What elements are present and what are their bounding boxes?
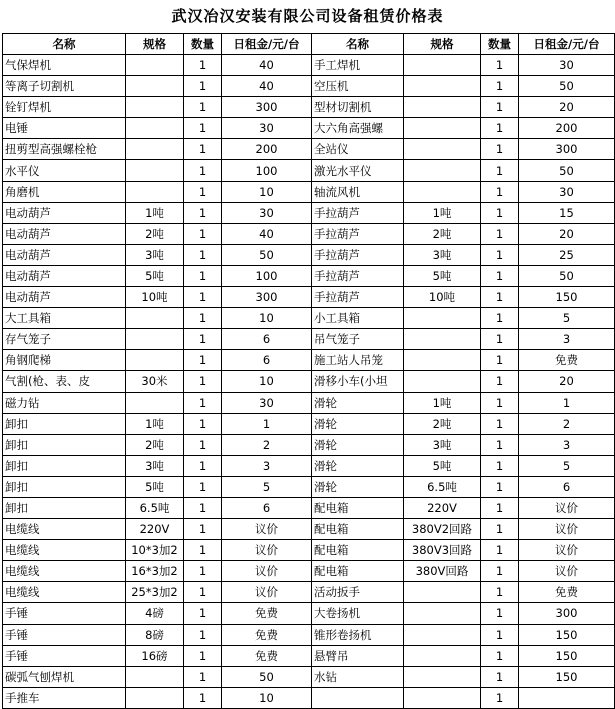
cell-qty-left: 1 [184,519,222,540]
cell-qty-left: 1 [184,582,222,603]
cell-rent-right: 15 [519,202,615,223]
cell-rent-left: 10 [222,308,312,329]
cell-spec-right: 3吨 [404,434,481,455]
cell-qty-left: 1 [184,434,222,455]
cell-qty-left: 1 [184,476,222,497]
cell-name-left: 电动葫芦 [3,223,126,244]
cell-name-left: 卸扣 [3,434,126,455]
table-row [3,497,615,518]
cell-name-right: 滑轮 [312,455,404,476]
cell-qty-left: 1 [184,350,222,371]
cell-name-right: 施工站人吊笼 [312,350,404,371]
cell-name-left: 水平仪 [3,160,126,181]
cell-spec-right: 2吨 [404,223,481,244]
cell-rent-left: 6 [222,329,312,350]
cell-spec-left [126,308,184,329]
cell-spec-right [404,624,481,645]
cell-rent-left: 议价 [222,540,312,561]
cell-qty-left: 1 [184,265,222,286]
cell-spec-right: 380V2回路 [404,519,481,540]
cell-qty-right: 1 [481,329,519,350]
cell-name-right: 全站仪 [312,139,404,160]
cell-qty-right: 1 [481,202,519,223]
cell-spec-left: 3吨 [126,455,184,476]
cell-qty-right: 1 [481,476,519,497]
cell-spec-left: 25*3加2 [126,582,184,603]
cell-qty-left: 1 [184,540,222,561]
cell-qty-right: 1 [481,76,519,97]
cell-rent-right: 30 [519,55,615,76]
cell-spec-left: 10*3加2 [126,540,184,561]
cell-spec-left: 2吨 [126,223,184,244]
cell-name-left: 电动葫芦 [3,244,126,265]
cell-rent-right: 50 [519,76,615,97]
cell-rent-right: 5 [519,308,615,329]
cell-qty-left: 1 [184,202,222,223]
cell-qty-left: 1 [184,287,222,308]
cell-qty-left: 1 [184,160,222,181]
cell-qty-left: 1 [184,55,222,76]
cell-rent-left: 免费 [222,624,312,645]
cell-qty-right: 1 [481,455,519,476]
cell-rent-left: 200 [222,139,312,160]
cell-name-right: 配电箱 [312,519,404,540]
cell-spec-right [404,371,481,392]
table-row [3,160,615,181]
cell-rent-left: 6 [222,497,312,518]
cell-rent-right: 50 [519,265,615,286]
cell-rent-right: 5 [519,455,615,476]
cell-spec-right: 1吨 [404,202,481,223]
cell-name-right [312,687,404,708]
cell-rent-right: 议价 [519,540,615,561]
cell-spec-right [404,645,481,666]
cell-rent-right: 议价 [519,497,615,518]
cell-spec-left: 2吨 [126,434,184,455]
cell-name-right: 大卷扬机 [312,603,404,624]
cell-name-right: 手拉葫芦 [312,287,404,308]
cell-spec-left: 5吨 [126,476,184,497]
cell-name-right: 悬臂吊 [312,645,404,666]
cell-spec-right [404,350,481,371]
header-spec-left: 规格 [126,34,184,55]
header-rent-right: 日租金/元/台 [519,34,615,55]
cell-name-left: 电缆线 [3,540,126,561]
table-row [3,434,615,455]
cell-qty-left: 1 [184,603,222,624]
cell-qty-left: 1 [184,561,222,582]
table-row [3,666,615,687]
cell-spec-left [126,118,184,139]
cell-qty-right: 1 [481,561,519,582]
cell-spec-right [404,666,481,687]
cell-name-right: 锥形卷扬机 [312,624,404,645]
cell-qty-right: 1 [481,308,519,329]
cell-qty-left: 1 [184,392,222,413]
cell-rent-left: 议价 [222,519,312,540]
cell-rent-left: 6 [222,350,312,371]
price-table [2,33,615,709]
cell-qty-right: 1 [481,413,519,434]
cell-qty-right: 1 [481,687,519,708]
cell-spec-left: 30米 [126,371,184,392]
cell-rent-left: 300 [222,287,312,308]
cell-rent-left: 5 [222,476,312,497]
cell-rent-left: 免费 [222,645,312,666]
cell-qty-right: 1 [481,223,519,244]
cell-spec-left [126,97,184,118]
cell-qty-left: 1 [184,139,222,160]
cell-rent-right: 免费 [519,350,615,371]
cell-rent-right: 300 [519,139,615,160]
cell-rent-left: 40 [222,55,312,76]
cell-qty-right: 1 [481,497,519,518]
cell-qty-right: 1 [481,519,519,540]
cell-rent-right: 20 [519,97,615,118]
cell-qty-left: 1 [184,97,222,118]
header-name-left: 名称 [3,34,126,55]
cell-qty-right: 1 [481,434,519,455]
cell-rent-right: 150 [519,287,615,308]
cell-name-right: 手拉葫芦 [312,244,404,265]
cell-qty-left: 1 [184,371,222,392]
table-row [3,561,615,582]
cell-spec-right [404,181,481,202]
cell-name-right: 滑轮 [312,413,404,434]
cell-spec-left [126,139,184,160]
table-row [3,308,615,329]
cell-name-left: 电动葫芦 [3,287,126,308]
cell-name-left: 大工具箱 [3,308,126,329]
cell-qty-left: 1 [184,308,222,329]
cell-name-left: 电缆线 [3,561,126,582]
cell-rent-left: 40 [222,76,312,97]
cell-qty-right: 1 [481,139,519,160]
cell-qty-right: 1 [481,350,519,371]
cell-qty-left: 1 [184,76,222,97]
cell-name-left: 存气笼子 [3,329,126,350]
table-row [3,97,615,118]
table-row [3,413,615,434]
cell-rent-right: 3 [519,329,615,350]
cell-spec-right: 6.5吨 [404,476,481,497]
cell-spec-left [126,666,184,687]
cell-spec-right [404,329,481,350]
cell-rent-left: 免费 [222,603,312,624]
table-row [3,476,615,497]
cell-rent-right: 2 [519,413,615,434]
cell-qty-right: 1 [481,287,519,308]
cell-rent-right: 20 [519,223,615,244]
table-row [3,287,615,308]
cell-name-left: 角钢爬梯 [3,350,126,371]
table-row [3,519,615,540]
cell-spec-left [126,687,184,708]
cell-name-left: 电动葫芦 [3,265,126,286]
cell-spec-right: 10吨 [404,287,481,308]
cell-qty-left: 1 [184,624,222,645]
cell-qty-left: 1 [184,181,222,202]
cell-name-left: 卸扣 [3,497,126,518]
cell-name-right: 空压机 [312,76,404,97]
cell-name-left: 手锤 [3,603,126,624]
cell-name-right: 滑移小车(小坦 [312,371,404,392]
cell-rent-right: 1 [519,392,615,413]
table-row [3,687,615,708]
cell-qty-right: 1 [481,55,519,76]
cell-qty-right: 1 [481,181,519,202]
cell-qty-right: 1 [481,540,519,561]
cell-qty-left: 1 [184,329,222,350]
cell-name-right: 手拉葫芦 [312,202,404,223]
cell-rent-left: 10 [222,687,312,708]
cell-spec-right: 1吨 [404,392,481,413]
cell-qty-right: 1 [481,371,519,392]
cell-qty-left: 1 [184,244,222,265]
cell-rent-right: 30 [519,181,615,202]
cell-rent-right: 20 [519,371,615,392]
cell-qty-left: 1 [184,666,222,687]
cell-rent-right: 3 [519,434,615,455]
cell-qty-left: 1 [184,223,222,244]
cell-rent-right: 300 [519,603,615,624]
cell-spec-left: 3吨 [126,244,184,265]
cell-spec-left: 4磅 [126,603,184,624]
cell-spec-right [404,76,481,97]
cell-spec-right [404,139,481,160]
table-row [3,624,615,645]
cell-qty-left: 1 [184,413,222,434]
cell-qty-right: 1 [481,666,519,687]
cell-spec-left [126,392,184,413]
cell-name-left: 磁力钻 [3,392,126,413]
cell-rent-right: 200 [519,118,615,139]
cell-spec-right [404,582,481,603]
cell-name-right: 活动扳手 [312,582,404,603]
cell-spec-left [126,160,184,181]
cell-name-left: 碳弧气刨焊机 [3,666,126,687]
cell-spec-left: 1吨 [126,413,184,434]
cell-qty-right: 1 [481,265,519,286]
table-row [3,582,615,603]
cell-qty-right: 1 [481,392,519,413]
header-name-right: 名称 [312,34,404,55]
cell-spec-left: 16*3加2 [126,561,184,582]
cell-rent-right: 议价 [519,561,615,582]
cell-name-left: 角磨机 [3,181,126,202]
cell-name-right: 吊气笼子 [312,329,404,350]
cell-name-right: 手拉葫芦 [312,265,404,286]
cell-qty-right: 1 [481,244,519,265]
cell-name-right: 激光水平仪 [312,160,404,181]
cell-name-left: 电锤 [3,118,126,139]
cell-rent-left: 30 [222,392,312,413]
cell-spec-left [126,329,184,350]
table-body [3,55,615,709]
cell-qty-left: 1 [184,118,222,139]
cell-qty-left: 1 [184,497,222,518]
cell-name-right: 配电箱 [312,540,404,561]
cell-rent-left: 3 [222,455,312,476]
cell-spec-right [404,308,481,329]
cell-spec-right: 380V回路 [404,561,481,582]
table-row [3,371,615,392]
sheet-title: 武汉冶汉安装有限公司设备租赁价格表 [171,7,444,25]
cell-name-left: 等离子切割机 [3,76,126,97]
table-row [3,350,615,371]
cell-name-left: 电缆线 [3,582,126,603]
cell-spec-left: 1吨 [126,202,184,223]
cell-spec-right [404,160,481,181]
cell-rent-left: 50 [222,244,312,265]
cell-name-left: 铨钉焊机 [3,97,126,118]
cell-name-left: 卸扣 [3,476,126,497]
cell-rent-left: 30 [222,118,312,139]
cell-rent-left: 10 [222,181,312,202]
cell-name-right: 手工焊机 [312,55,404,76]
cell-spec-right: 220V [404,497,481,518]
cell-rent-left: 议价 [222,582,312,603]
cell-rent-right: 免费 [519,582,615,603]
table-row [3,55,615,76]
cell-rent-left: 40 [222,223,312,244]
cell-spec-right [404,603,481,624]
cell-qty-left: 1 [184,645,222,666]
cell-qty-right: 1 [481,97,519,118]
cell-rent-left: 2 [222,434,312,455]
table-row [3,455,615,476]
cell-qty-left: 1 [184,455,222,476]
table-row [3,181,615,202]
cell-spec-left [126,76,184,97]
cell-spec-right [404,687,481,708]
table-row [3,392,615,413]
cell-spec-left [126,181,184,202]
cell-spec-right [404,97,481,118]
cell-name-right: 滑轮 [312,434,404,455]
cell-name-left: 电缆线 [3,519,126,540]
cell-spec-right: 380V3回路 [404,540,481,561]
cell-spec-left [126,55,184,76]
table-row [3,139,615,160]
cell-name-right: 配电箱 [312,561,404,582]
cell-qty-right: 1 [481,603,519,624]
cell-spec-right [404,118,481,139]
cell-rent-right: 议价 [519,519,615,540]
header-spec-right: 规格 [404,34,481,55]
table-row [3,76,615,97]
cell-rent-left: 100 [222,160,312,181]
cell-spec-right [404,55,481,76]
header-qty-right: 数量 [481,34,519,55]
cell-qty-left: 1 [184,687,222,708]
table-row [3,645,615,666]
cell-spec-left: 8磅 [126,624,184,645]
cell-name-right: 滑轮 [312,392,404,413]
cell-spec-left: 6.5吨 [126,497,184,518]
cell-name-left: 手锤 [3,624,126,645]
cell-rent-right [519,687,615,708]
cell-spec-right: 3吨 [404,244,481,265]
cell-spec-right: 2吨 [404,413,481,434]
cell-qty-right: 1 [481,624,519,645]
cell-spec-right: 5吨 [404,455,481,476]
cell-name-right: 水钻 [312,666,404,687]
cell-qty-right: 1 [481,582,519,603]
cell-name-right: 轴流风机 [312,181,404,202]
table-row [3,244,615,265]
cell-qty-right: 1 [481,160,519,181]
cell-rent-right: 150 [519,666,615,687]
cell-rent-left: 300 [222,97,312,118]
table-row [3,202,615,223]
cell-name-left: 手锤 [3,645,126,666]
cell-name-left: 卸扣 [3,413,126,434]
cell-name-left: 气保焊机 [3,55,126,76]
cell-name-left: 卸扣 [3,455,126,476]
table-row [3,223,615,244]
cell-qty-right: 1 [481,645,519,666]
cell-name-right: 手拉葫芦 [312,223,404,244]
cell-name-left: 气割(枪、表、皮 [3,371,126,392]
cell-rent-right: 25 [519,244,615,265]
cell-name-right: 型材切割机 [312,97,404,118]
cell-name-left: 电动葫芦 [3,202,126,223]
cell-rent-left: 50 [222,666,312,687]
cell-name-left: 手推车 [3,687,126,708]
header-rent-left: 日租金/元/台 [222,34,312,55]
cell-qty-right: 1 [481,118,519,139]
cell-rent-left: 30 [222,202,312,223]
table-row [3,540,615,561]
cell-name-right: 小工具箱 [312,308,404,329]
table-row [3,603,615,624]
cell-spec-left [126,350,184,371]
cell-name-right: 滑轮 [312,476,404,497]
table-row [3,265,615,286]
cell-spec-left: 16磅 [126,645,184,666]
cell-spec-left: 10吨 [126,287,184,308]
table-row [3,118,615,139]
cell-rent-right: 50 [519,160,615,181]
header-qty-left: 数量 [184,34,222,55]
cell-rent-left: 1 [222,413,312,434]
cell-rent-left: 10 [222,371,312,392]
cell-spec-left: 220V [126,519,184,540]
cell-rent-left: 100 [222,265,312,286]
cell-rent-right: 6 [519,476,615,497]
cell-name-left: 扭剪型高强螺栓枪 [3,139,126,160]
cell-spec-right: 5吨 [404,265,481,286]
cell-spec-left: 5吨 [126,265,184,286]
cell-rent-left: 议价 [222,561,312,582]
cell-name-right: 配电箱 [312,497,404,518]
header-row [3,34,615,55]
table-row [3,329,615,350]
cell-rent-right: 150 [519,645,615,666]
cell-name-right: 大六角高强螺 [312,118,404,139]
cell-rent-right: 150 [519,624,615,645]
